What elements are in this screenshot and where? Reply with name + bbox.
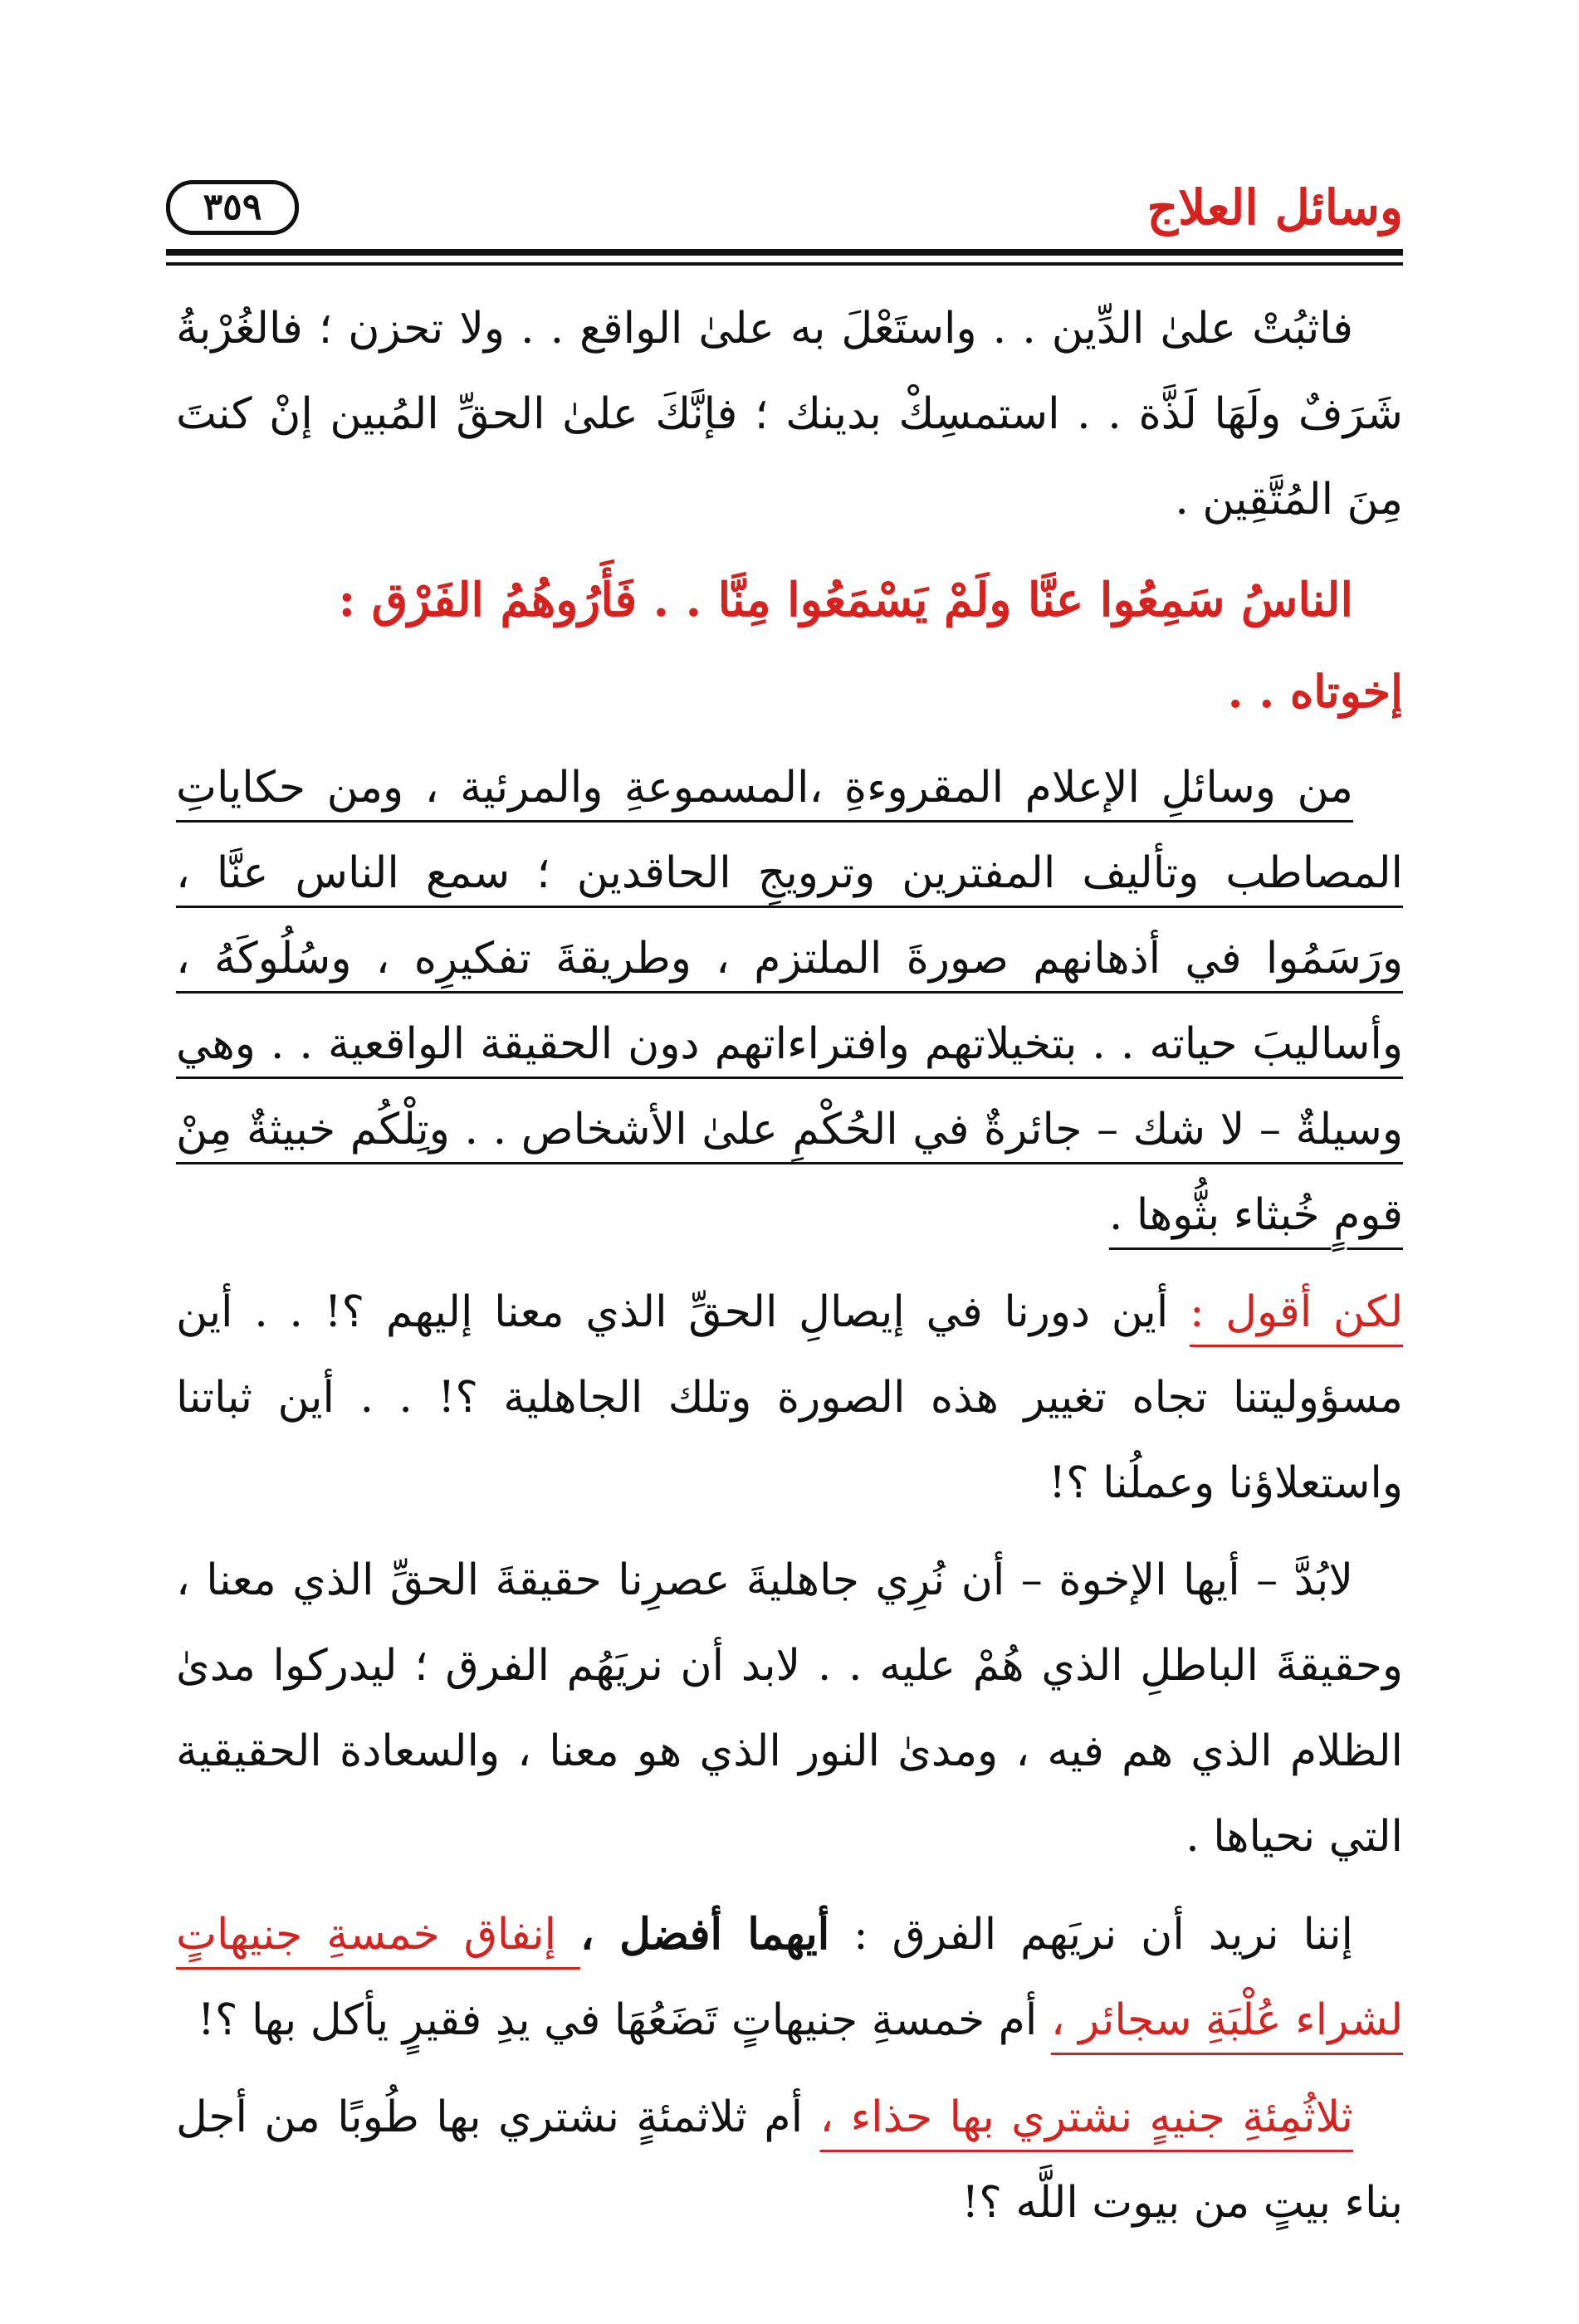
paragraph-3 xyxy=(176,1270,1403,1526)
page-body xyxy=(176,286,1403,2258)
paragraph-2 xyxy=(176,745,1403,1258)
paragraph-6 xyxy=(176,2075,1403,2246)
running-title: وسائل العلاج xyxy=(1146,179,1403,236)
paragraph-4: لابُدَّ – أيها الإخوة – أن نُرِي جاهليةَ عصرِنا حقيقةَ الحقِّ الذي معنا ، وحقيقةَ الباطلِ الذي هُمْ عليه . . لابد أن نريَهُم الفرق ؛ ليدركوا مدىٰ الظلام الذي هم فيه ، ومدىٰ النور الذي هو معنا ، والسعادة الحقيقية التي نحياها . xyxy=(176,1555,1403,1862)
section-heading: الناسُ سَمِعُوا عنَّا ولَمْ يَسْمَعُوا مِنَّا . . فَأَرُوهُمُ الفَرْق : xyxy=(338,573,1353,627)
paragraph-5-rest: أم خمسةِ جنيهاتٍ تَضَعُهَا في يدِ فقيرٍ يأكل بها ؟! xyxy=(197,1995,1051,2045)
paragraph-3-text: أين دورنا في إيصالِ الحقِّ الذي معنا إليهم ؟! . . أين مسؤوليتنا تجاه تغيير هذه الصورة وتلك الجاهلية ؟! . . أين ثباتنا واستعلاؤنا وعملُنا ؟! xyxy=(176,1287,1403,1508)
paragraph-5 xyxy=(176,1892,1403,2063)
page-number-badge: ٣٥٩ xyxy=(166,180,299,235)
header-rule-thick xyxy=(166,249,1403,256)
header-rule-thin xyxy=(166,262,1403,266)
paragraph-6-highlight: ثلاثُمِئةِ جنيهٍ نشتري بها حذاء ، xyxy=(819,2092,1353,2142)
paragraph-3-label: لكن أقول : xyxy=(1190,1287,1404,1337)
page-header xyxy=(166,162,1403,253)
paragraph-5-question: أيهما أفضل ، xyxy=(579,1909,830,1960)
paragraph-6-rest: أم ثلاثمئةٍ نشتري بها طُوبًا من أجل بناء بيتٍ من بيوت اللَّه ؟! xyxy=(176,2092,1403,2228)
paragraph-5-highlight: إنفاق خمسةِ جنيهاتٍ لشراء عُلْبَةِ سجائر ، xyxy=(176,1910,1403,2045)
paragraph-2-text: من وسائلِ الإعلام المقروءةِ ،المسموعةِ والمرئية ، ومن حكاياتِ المصاطب وتأليف المفترين وترويجِ الحاقدين ؛ سمع الناس عنَّا ، ورَسَمُوا في أذهانهم صورةَ الملتزم ، وطريقةَ تفكيرِه ، وسُلُوكَهُ ، وأساليبَ حياته . . بتخيلاتهم وافتراءاتهم دون الحقيقة الواقعية . . وهي وسيلةٌ – لا شك – جائرةٌ في الحُكْمِ علىٰ الأشخاص . . وتِلْكُم خبيثةٌ مِنْ قومٍ خُبثاء بثُّوها . xyxy=(176,763,1403,1240)
section-subheading: إخوتاه . . xyxy=(1227,665,1403,718)
paragraph-1: فاثبُتْ علىٰ الدِّين . . واستَعْلَ به علىٰ الواقع . . ولا تحزن ؛ فالغُرْبةُ شَرَفٌ ولَهَا لَذَّة . . استمسِكْ بدينك ؛ فإنَّكَ علىٰ الحقِّ المُبين إنْ كنتَ مِنَ المُتَّقِين . xyxy=(176,304,1403,525)
paragraph-5-intro: إننا نريد أن نريَهم الفرق : xyxy=(829,1910,1353,1960)
